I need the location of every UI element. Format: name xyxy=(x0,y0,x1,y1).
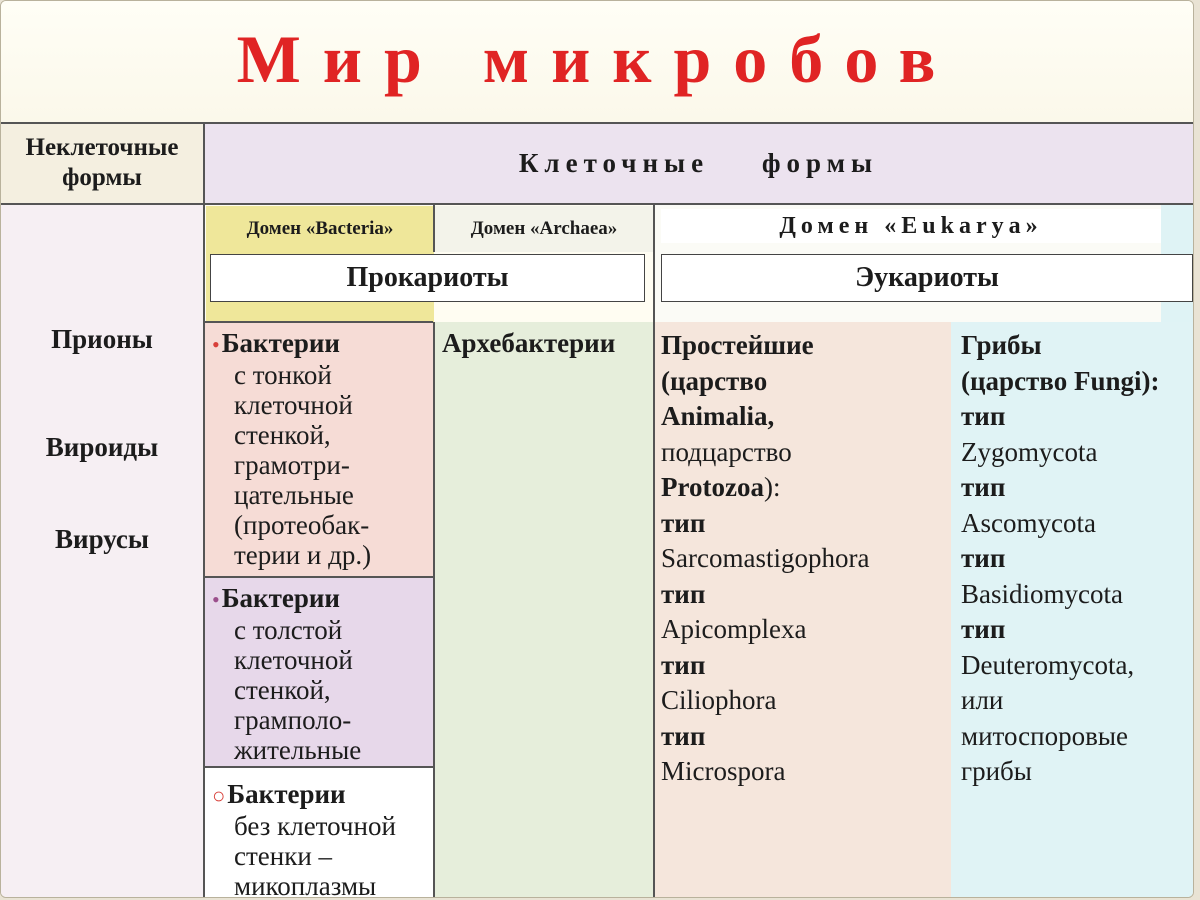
bacteria-line: стенкой, xyxy=(234,420,331,450)
fungi-text: тип xyxy=(961,401,1006,431)
bacteria-title: Бактерии xyxy=(227,779,346,809)
protists-text: подцарство xyxy=(661,436,792,467)
bacteria-line: с толстой xyxy=(234,615,343,645)
bacteria-line: грамполо- xyxy=(234,705,352,735)
bacteria-title: Бактерии xyxy=(221,583,340,613)
protists-line xyxy=(661,364,951,400)
cell-gram-positive xyxy=(204,577,433,766)
protists-text: Ciliophora xyxy=(661,685,777,715)
fungi-line xyxy=(961,506,1193,542)
fungi-text: (царство Fungi): xyxy=(961,365,1160,396)
divider xyxy=(1,203,1193,205)
protists-line xyxy=(661,577,951,613)
fungi-text: тип xyxy=(961,472,1006,502)
protists-line xyxy=(661,754,951,790)
bacteria-line: стенкой, xyxy=(234,675,331,705)
header-cellular-label: Клеточные формы xyxy=(518,147,879,178)
bacteria-title: Бактерии xyxy=(221,328,340,358)
protists-line xyxy=(661,399,951,435)
protists-text: Sarcomastigophora xyxy=(661,543,870,573)
protists-text: Animalia, xyxy=(661,401,775,431)
bacteria-line: грамотри- xyxy=(234,450,350,480)
divider xyxy=(433,204,435,252)
cell-protists xyxy=(655,322,951,898)
fungi-text: тип xyxy=(961,614,1006,644)
bacteria-line: микоплазмы xyxy=(234,871,377,898)
fungi-text: или xyxy=(961,685,1004,715)
cell-gram-negative xyxy=(204,322,433,576)
fungi-line xyxy=(961,328,1193,364)
fungi-text: грибы xyxy=(961,756,1032,786)
fungi-text: Deuteromycota, xyxy=(961,649,1135,680)
fungi-text: Ascomycota xyxy=(961,507,1096,538)
protists-line xyxy=(661,506,951,542)
protists-suffix: ): xyxy=(763,472,781,502)
fungi-text: тип xyxy=(961,543,1006,573)
fungi-line xyxy=(961,364,1193,400)
protists-line xyxy=(661,328,951,364)
protists-line xyxy=(661,470,951,506)
fungi-line xyxy=(961,470,1193,506)
fungi-line xyxy=(961,612,1193,648)
protists-line xyxy=(661,719,951,755)
archaea-title: Архебактерии xyxy=(442,328,616,358)
protists-line xyxy=(661,612,951,648)
protists-line xyxy=(661,541,951,577)
acellular-item-prions: Прионы xyxy=(51,324,153,354)
domain-bacteria: Домен «Bacteria» xyxy=(206,206,434,252)
page-title: Мир микробов xyxy=(236,21,958,97)
protists-text: Microspora xyxy=(661,756,786,786)
column-acellular xyxy=(1,204,203,898)
domain-archaea: Домен «Archaea» xyxy=(435,206,653,252)
cell-fungi xyxy=(951,322,1193,898)
divider xyxy=(203,122,205,898)
fungi-line xyxy=(961,541,1193,577)
bacteria-line: (протеобак- xyxy=(234,510,370,540)
group-eukaryotes: Эукариоты xyxy=(661,254,1193,302)
protists-text: Protozoa xyxy=(661,472,764,502)
divider xyxy=(433,322,435,898)
divider xyxy=(204,321,433,323)
bacteria-line: жительные xyxy=(234,735,362,765)
protists-text: тип xyxy=(661,720,706,751)
protists-line xyxy=(661,648,951,684)
protists-text: Простейшие xyxy=(661,330,814,360)
bacteria-line: клеточной xyxy=(234,645,353,675)
cell-mycoplasma xyxy=(204,767,433,898)
fungi-line xyxy=(961,754,1193,790)
protists-text: Apicomplexa xyxy=(661,614,807,644)
protists-line xyxy=(661,683,951,719)
fungi-text: Грибы xyxy=(961,330,1042,360)
protists-line xyxy=(661,435,951,471)
bullet-red: • xyxy=(212,332,220,357)
acellular-item-viroids: Вироиды xyxy=(45,432,159,462)
fungi-line xyxy=(961,648,1193,684)
bullet-hollow: ○ xyxy=(212,783,226,808)
bacteria-line: клеточной xyxy=(234,390,353,420)
fungi-line xyxy=(961,435,1193,471)
bacteria-line: терии и др.) xyxy=(234,540,372,570)
divider xyxy=(204,766,433,768)
bacteria-line: стенки – xyxy=(234,841,333,871)
fungi-line xyxy=(961,683,1193,719)
divider xyxy=(1,122,1193,124)
fungi-text: Basidiomycota xyxy=(961,578,1123,609)
domain-eukarya: Домен «Eukarya» xyxy=(661,209,1161,243)
header-cellular xyxy=(204,123,1193,203)
fungi-line xyxy=(961,719,1193,755)
fungi-text: митоспоровые xyxy=(961,720,1128,751)
group-prokaryotes: Прокариоты xyxy=(210,254,645,302)
cell-archaea xyxy=(434,322,654,898)
divider xyxy=(653,204,655,898)
protists-text: тип xyxy=(661,507,706,538)
protists-text: тип xyxy=(661,649,706,680)
protists-text: тип xyxy=(661,578,706,609)
bullet-purple: • xyxy=(212,587,220,612)
bacteria-line: с тонкой xyxy=(234,360,332,390)
fungi-line xyxy=(961,577,1193,613)
fungi-text: Zygomycota xyxy=(961,436,1098,467)
bacteria-line: цательные xyxy=(234,480,354,510)
acellular-item-viruses: Вирусы xyxy=(55,524,149,554)
header-acellular: Неклеточные формы xyxy=(1,123,203,203)
protists-text: (царство xyxy=(661,365,768,396)
bacteria-line: без клеточной xyxy=(234,811,396,841)
fungi-line xyxy=(961,399,1193,435)
divider xyxy=(204,576,433,578)
